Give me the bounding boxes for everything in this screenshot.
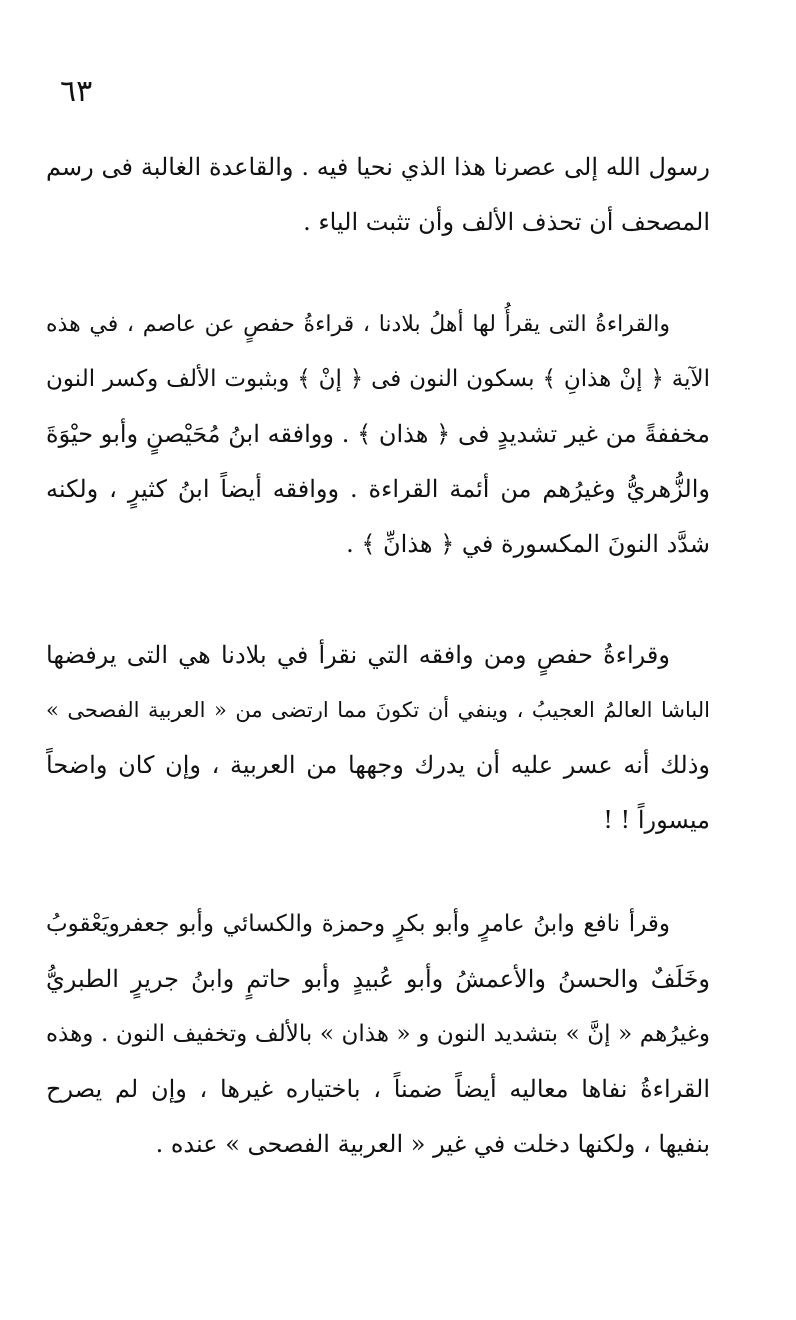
paragraph-line: وقراءةُ حفصٍ ومن وافقه التي نقرأ في بلادنا هي التى يرفضها xyxy=(46,641,670,669)
paragraph-line: شدَّد النونَ المكسورة في ﴿ هذانِّ ﴾ . xyxy=(346,530,710,558)
page-number: ٦٣ xyxy=(60,74,93,109)
paragraph-line: القراءةُ نفاها معاليه أيضاً ضمناً ، باختياره غيرها ، وإن لم يصرح xyxy=(46,1075,710,1103)
paragraph-line: وخَلَفٌ والحسنُ والأعمشُ وأبو عُبيدٍ وأبو حاتمٍ وابنُ جريرٍ الطبريُّ xyxy=(46,965,710,993)
paragraph-line: مخففةً من غير تشديدٍ فى ﴿ هذان ﴾ . ووافقه ابنُ مُحَيْصنٍ وأبو حيْوَةَ xyxy=(46,420,710,448)
paragraph-line: وذلك أنه عسر عليه أن يدرك وجهها من العربية ، وإن كان واضحاً xyxy=(46,751,710,779)
paragraph-line: وقرأ نافع وابنُ عامرٍ وأبو بكرٍ وحمزة والكسائي وأبو جعفرويَعْقوبُ xyxy=(46,911,670,937)
paragraph-1 xyxy=(46,140,710,250)
paragraph-line: الباشا العالمُ العجيبُ ، وينفي أن تكونَ مما ارتضى من « العربية الفصحى » xyxy=(46,698,710,722)
paragraph-line: والقراءةُ التى يقرأُ لها أهلُ بلادنا ، قراءةُ حفصٍ عن عاصم ، في هذه xyxy=(46,312,670,337)
paragraph-2 xyxy=(46,297,710,572)
paragraph-line: المصحف أن تحذف الألف وأن تثبت الياء . xyxy=(303,208,710,236)
paragraph-line: الآية ﴿ إنْ هذانِ ﴾ بسكون النون فى ﴿ إنْ ﴾ وبثبوت الألف وكسر النون xyxy=(46,366,710,392)
paragraph-line: رسول الله إلى عصرنا هذا الذي نحيا فيه . والقاعدة الغالبة فى رسم xyxy=(46,153,710,181)
paragraph-3 xyxy=(46,628,710,848)
paragraph-line: وغيرُهم « إنَّ » بتشديد النون و « هذان » بالألف وتخفيف النون . وهذه xyxy=(46,1021,710,1047)
paragraph-4 xyxy=(46,897,710,1172)
paragraph-line: ميسوراً ! ! xyxy=(603,806,710,834)
paragraph-line: بنفيها ، ولكنها دخلت في غير « العربية الفصحى » عنده . xyxy=(155,1130,710,1158)
paragraph-line: والزُّهريُّ وغيرُهم من أئمة القراءة . ووافقه أيضاً ابنُ كثيرٍ ، ولكنه xyxy=(46,475,710,503)
